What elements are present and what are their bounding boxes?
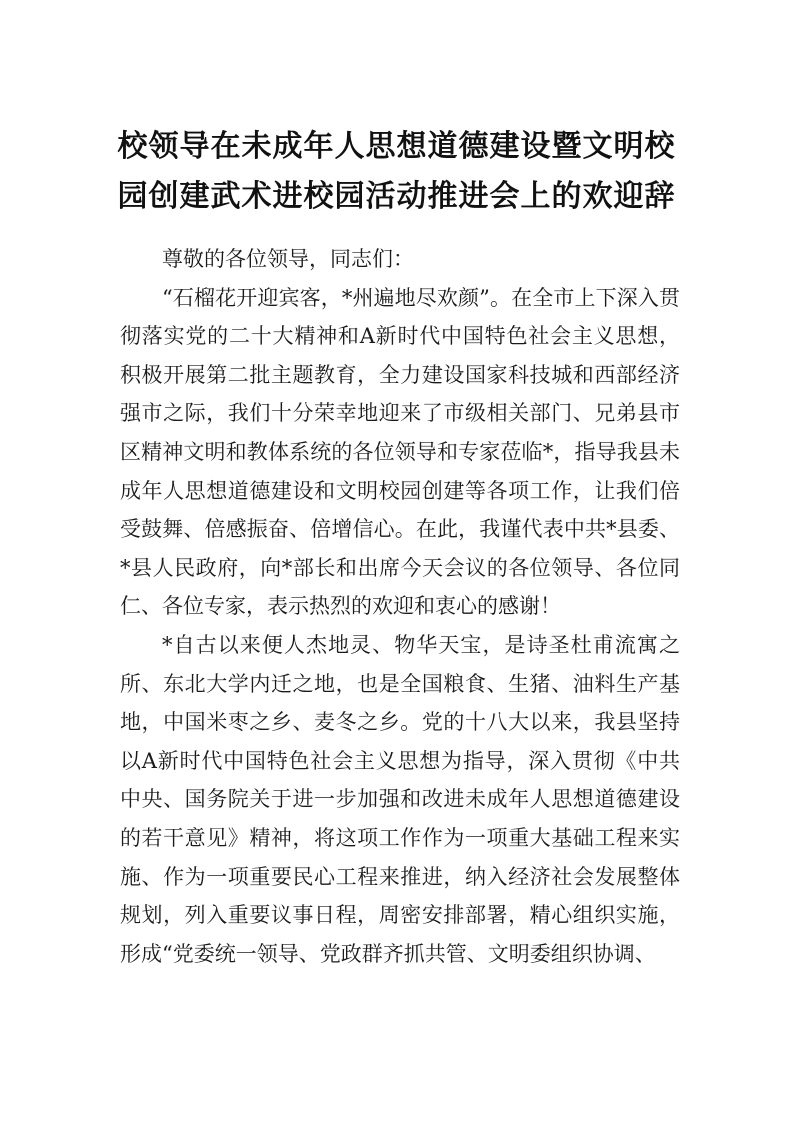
document-title [95, 122, 698, 222]
salutation-paragraph: 尊敬的各位领导，同志们： [162, 247, 414, 271]
document-body [120, 240, 680, 973]
welcome-paragraph: “石榴花开迎宾客，*州遍地尽欢颜”。在全市上下深入贯彻落实党的二十大精神和A新时代中国特色社会主义思想，积极开展第二批主题教育，全力建设国家科技城和西部经济强市之际，我们十分荣幸地迎来了市级相关部门、兄弟县市区精神文明和教体系统的各位领导和专家莅临*，指导我县未成年人思想道德建设和文明校园创建等各项工作，让我们倍受鼓舞、倍感振奋、倍增信心。在此，我谨代表中共*县委、*县人民政府，向*部长和出席今天会议的各位领导、各位同仁、各位专家，表示热烈的欢迎和衷心的感谢！ [120, 285, 680, 619]
title-line-2: 园创建武术进校园活动推进会上的欢迎辞 [117, 179, 676, 214]
title-line-1: 校领导在未成年人思想道德建设暨文明校 [117, 129, 676, 164]
county-introduction-paragraph: *自古以来便人杰地灵、物华天宝，是诗圣杜甫流寓之所、东北大学内迁之地，也是全国粮食、生猪、油料生产基地，中国米枣之乡、麦冬之乡。党的十八大以来，我县坚持以A新时代中国特色社会主义思想为指导，深入贯彻《中共中央、国务院关于进一步加强和改进未成年人思想道德建设的若干意见》精神，将这项工作作为一项重大基础工程来实施、作为一项重要民心工程来推进，纳入经济社会发展整体规划，列入重要议事日程，周密安排部署，精心组织实施，形成“党委统一领导、党政群齐抓共管、文明委组织协调、 [120, 632, 680, 966]
